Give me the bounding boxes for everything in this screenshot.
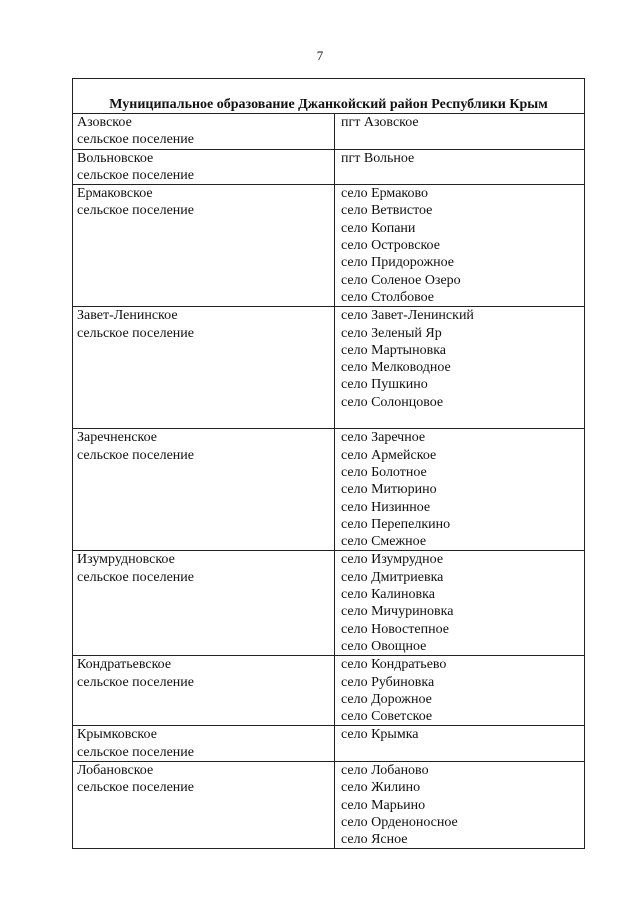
settlements-cell (335, 429, 585, 551)
page-number: 7 (316, 48, 324, 63)
municipality-name-line: сельское поселение (77, 325, 194, 341)
settlement-name: село Жилино (341, 780, 421, 796)
table-row (73, 149, 585, 185)
settlement-name: село Калиновка (341, 587, 435, 603)
table-row (73, 551, 585, 656)
settlement-name: село Марьино (341, 797, 426, 813)
table-header: Муниципальное образование Джанкойский район Республики Крым (73, 79, 585, 114)
settlement-name: село Рубиновка (341, 674, 435, 690)
municipality-cell (73, 114, 335, 150)
settlement-name: село Советское (341, 709, 433, 725)
settlement-name: село Ермаково (341, 186, 429, 202)
settlements-cell (335, 149, 585, 185)
municipality-name-line: сельское поселение (77, 674, 194, 690)
settlement-name: село Солонцовое (341, 394, 444, 410)
table-row (73, 726, 585, 762)
municipality-name-line: Завет-Ленинское (77, 308, 178, 324)
settlements-table (72, 78, 585, 849)
table-header-row (73, 79, 585, 114)
settlements-cell (335, 726, 585, 762)
settlements-cell (335, 114, 585, 150)
settlements-cell (335, 656, 585, 726)
municipality-name-line: Крымковское (77, 727, 157, 743)
settlement-name: село Зеленый Яр (341, 325, 442, 341)
municipality-name-line: Азовское (77, 115, 132, 130)
settlement-name: село Болотное (341, 464, 427, 480)
settlement-name: село Ветвистое (341, 203, 433, 219)
settlement-name: село Митюрино (341, 482, 437, 498)
blank-line (341, 411, 580, 428)
municipality-cell (73, 761, 335, 848)
table-row (73, 761, 585, 848)
municipality-cell (73, 307, 335, 429)
municipality-cell (73, 149, 335, 185)
settlements-cell (335, 761, 585, 848)
municipality-cell (73, 185, 335, 307)
settlement-name: село Смежное (341, 534, 427, 550)
municipality-cell (73, 656, 335, 726)
municipality-name-line: сельское поселение (77, 780, 194, 796)
table-body (73, 79, 585, 849)
table-row (73, 656, 585, 726)
municipality-cell (73, 726, 335, 762)
table-row (73, 307, 585, 429)
settlement-name: село Придорожное (341, 255, 455, 271)
settlement-name: село Ясное (341, 832, 408, 848)
settlements-cell (335, 551, 585, 656)
settlement-name: село Дмитриевка (341, 569, 444, 585)
municipality-name-line: сельское поселение (77, 167, 194, 183)
settlement-name: пгт Вольное (341, 150, 415, 166)
municipality-name-line: Заречненское (77, 430, 158, 446)
settlement-name: село Мартыновка (341, 342, 446, 358)
settlement-name: село Новостепное (341, 621, 449, 637)
settlement-name: село Крымка (341, 727, 419, 743)
settlement-name: село Мичуриновка (341, 604, 454, 620)
settlement-name: село Копани (341, 220, 416, 236)
settlement-name: село Овощное (341, 638, 427, 654)
municipality-name-line: Кондратьевское (77, 657, 172, 673)
settlements-cell (335, 185, 585, 307)
settlement-name: пгт Азовское (341, 115, 419, 130)
settlement-name: село Низинное (341, 499, 431, 515)
settlement-name: село Перепелкино (341, 516, 451, 532)
municipality-cell (73, 429, 335, 551)
municipality-name-line: сельское поселение (77, 132, 194, 148)
settlement-name: село Изумрудное (341, 552, 444, 568)
settlement-name: село Пушкино (341, 377, 428, 393)
settlement-name: село Островское (341, 238, 440, 254)
municipality-name-line: Ермаковское (77, 186, 153, 202)
municipality-name-line: сельское поселение (77, 744, 194, 760)
municipality-name-line: сельское поселение (77, 203, 194, 219)
settlement-name: село Орденоносное (341, 814, 458, 830)
municipality-name-line: сельское поселение (77, 569, 194, 585)
settlement-name: село Заречное (341, 430, 426, 446)
municipality-name-line: Лобановское (77, 762, 154, 778)
settlement-name: село Соленое Озеро (341, 272, 461, 288)
settlement-name: село Кондратьево (341, 657, 447, 673)
municipality-name-line: Вольновское (77, 150, 154, 166)
settlement-name: село Лобаново (341, 762, 429, 778)
table-row (73, 429, 585, 551)
settlement-name: село Армейское (341, 447, 437, 463)
table-row (73, 185, 585, 307)
settlement-name: село Дорожное (341, 691, 432, 707)
settlement-name: село Столбовое (341, 289, 434, 305)
settlement-name: село Завет-Ленинский (341, 308, 474, 324)
table-row (73, 114, 585, 150)
settlements-cell (335, 307, 585, 429)
municipality-name-line: сельское поселение (77, 447, 194, 463)
municipality-name-line: Изумрудновское (77, 552, 175, 568)
municipality-cell (73, 551, 335, 656)
settlement-name: село Мелководное (341, 360, 451, 376)
